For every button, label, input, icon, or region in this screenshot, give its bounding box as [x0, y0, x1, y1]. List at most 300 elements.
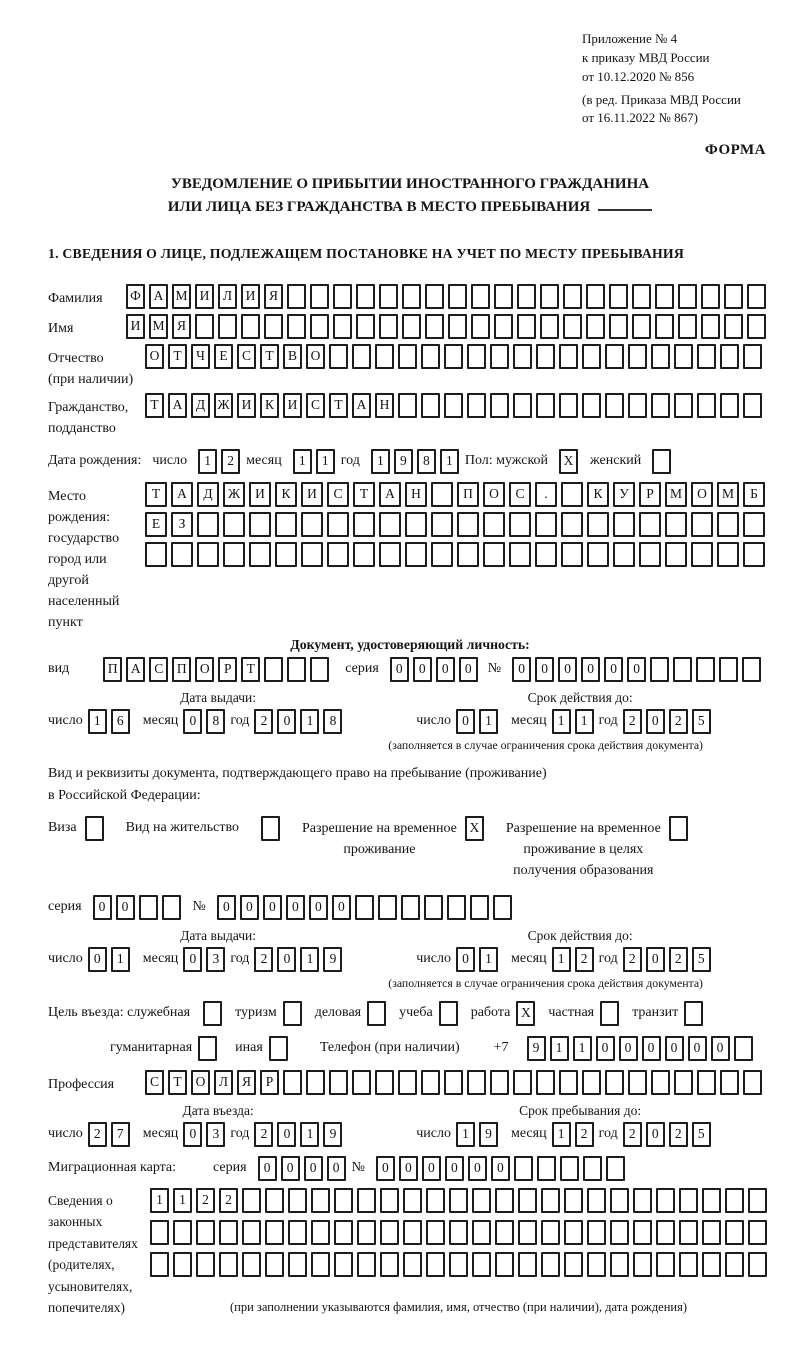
- cell[interactable]: [652, 449, 671, 474]
- cell[interactable]: У: [613, 482, 635, 507]
- cell[interactable]: [198, 1036, 217, 1061]
- cell[interactable]: 0: [304, 1156, 323, 1181]
- cell[interactable]: [701, 314, 720, 339]
- cell[interactable]: 2: [669, 709, 688, 734]
- purpose-private-checkbox[interactable]: [600, 1001, 619, 1026]
- cell[interactable]: [583, 1156, 602, 1181]
- phone-cells[interactable]: [527, 1036, 753, 1061]
- cell[interactable]: [674, 393, 693, 418]
- cell[interactable]: [241, 314, 260, 339]
- cell[interactable]: Т: [260, 344, 279, 369]
- cell[interactable]: [353, 542, 375, 567]
- cell[interactable]: [367, 1001, 386, 1026]
- cell[interactable]: 0: [459, 657, 478, 682]
- cell[interactable]: [586, 314, 605, 339]
- cell[interactable]: [398, 1070, 417, 1095]
- cell[interactable]: [633, 1188, 652, 1213]
- cell[interactable]: 9: [394, 449, 413, 474]
- cell[interactable]: С: [327, 482, 349, 507]
- cell[interactable]: 0: [183, 709, 202, 734]
- cell[interactable]: [444, 393, 463, 418]
- cell[interactable]: [378, 895, 397, 920]
- cell[interactable]: [720, 344, 739, 369]
- cell[interactable]: 0: [646, 709, 665, 734]
- cell[interactable]: [357, 1252, 376, 1277]
- cell[interactable]: [431, 542, 453, 567]
- purpose-work-checkbox[interactable]: [516, 1001, 535, 1026]
- cell[interactable]: [355, 895, 374, 920]
- doc-issue-day-cells[interactable]: [88, 709, 130, 734]
- purpose-other-checkbox[interactable]: [269, 1036, 288, 1061]
- cell[interactable]: [561, 542, 583, 567]
- cell[interactable]: [333, 314, 352, 339]
- cell[interactable]: [426, 1188, 445, 1213]
- cell[interactable]: Н: [405, 482, 427, 507]
- cell[interactable]: [287, 314, 306, 339]
- cell[interactable]: А: [352, 393, 371, 418]
- cell[interactable]: [311, 1252, 330, 1277]
- cell[interactable]: 0: [646, 947, 665, 972]
- cell[interactable]: 2: [623, 1122, 642, 1147]
- cell[interactable]: 1: [300, 947, 319, 972]
- cell[interactable]: 2: [575, 1122, 594, 1147]
- cell[interactable]: 1: [575, 709, 594, 734]
- cell[interactable]: Т: [353, 482, 375, 507]
- residence-permit-checkbox[interactable]: [261, 816, 280, 841]
- cell[interactable]: [379, 512, 401, 537]
- cell[interactable]: [421, 393, 440, 418]
- cell[interactable]: [541, 1220, 560, 1245]
- cell[interactable]: 0: [240, 895, 259, 920]
- cell[interactable]: П: [103, 657, 122, 682]
- cell[interactable]: [720, 1070, 739, 1095]
- cell[interactable]: И: [237, 393, 256, 418]
- cell[interactable]: [678, 314, 697, 339]
- cell[interactable]: [356, 284, 375, 309]
- cell[interactable]: [656, 1220, 675, 1245]
- cell[interactable]: 0: [258, 1156, 277, 1181]
- cell[interactable]: 0: [512, 657, 531, 682]
- cell[interactable]: [195, 314, 214, 339]
- cell[interactable]: [398, 344, 417, 369]
- cell[interactable]: [444, 1070, 463, 1095]
- cell[interactable]: [444, 344, 463, 369]
- cell[interactable]: 0: [596, 1036, 615, 1061]
- cell[interactable]: О: [483, 482, 505, 507]
- cell[interactable]: [287, 284, 306, 309]
- cell[interactable]: [748, 1220, 767, 1245]
- cell[interactable]: [353, 512, 375, 537]
- cell[interactable]: [587, 1220, 606, 1245]
- cell[interactable]: [587, 1252, 606, 1277]
- cell[interactable]: 0: [581, 657, 600, 682]
- cell[interactable]: [518, 1220, 537, 1245]
- cell[interactable]: [449, 1252, 468, 1277]
- stay-day-cells[interactable]: [456, 1122, 498, 1147]
- cell[interactable]: Е: [145, 512, 167, 537]
- cell[interactable]: [197, 542, 219, 567]
- residence-issue-day-cells[interactable]: [88, 947, 130, 972]
- residence-issue-year-cells[interactable]: [254, 947, 342, 972]
- cell[interactable]: [535, 512, 557, 537]
- cell[interactable]: И: [126, 314, 145, 339]
- cell[interactable]: Т: [329, 393, 348, 418]
- cell[interactable]: 1: [300, 1122, 319, 1147]
- cell[interactable]: [513, 344, 532, 369]
- cell[interactable]: Л: [214, 1070, 233, 1095]
- cell[interactable]: [628, 1070, 647, 1095]
- cell[interactable]: [379, 314, 398, 339]
- cell[interactable]: [609, 284, 628, 309]
- cell[interactable]: [424, 895, 443, 920]
- cell[interactable]: И: [195, 284, 214, 309]
- cell[interactable]: [561, 482, 583, 507]
- cell[interactable]: 6: [111, 709, 130, 734]
- cell[interactable]: [426, 1220, 445, 1245]
- cell[interactable]: [679, 1220, 698, 1245]
- cell[interactable]: [509, 512, 531, 537]
- cell[interactable]: [467, 1070, 486, 1095]
- cell[interactable]: [449, 1188, 468, 1213]
- cell[interactable]: 2: [669, 947, 688, 972]
- cell[interactable]: Б: [743, 482, 765, 507]
- cell[interactable]: X: [559, 449, 578, 474]
- cell[interactable]: 1: [552, 1122, 571, 1147]
- cell[interactable]: [447, 895, 466, 920]
- cell[interactable]: А: [379, 482, 401, 507]
- cell[interactable]: [747, 284, 766, 309]
- cell[interactable]: С: [306, 393, 325, 418]
- cell[interactable]: [684, 1001, 703, 1026]
- cell[interactable]: 0: [491, 1156, 510, 1181]
- residence-issue-month-cells[interactable]: [183, 947, 225, 972]
- cell[interactable]: [720, 393, 739, 418]
- cell[interactable]: [472, 1220, 491, 1245]
- cell[interactable]: 2: [196, 1188, 215, 1213]
- cell[interactable]: [401, 895, 420, 920]
- cell[interactable]: [605, 344, 624, 369]
- residence-number-cells[interactable]: [217, 895, 512, 920]
- cell[interactable]: [379, 542, 401, 567]
- cell[interactable]: 3: [206, 947, 225, 972]
- cell[interactable]: 2: [623, 709, 642, 734]
- cell[interactable]: 2: [254, 1122, 273, 1147]
- cell[interactable]: 1: [552, 947, 571, 972]
- cell[interactable]: Т: [145, 393, 164, 418]
- cell[interactable]: [540, 284, 559, 309]
- cell[interactable]: А: [168, 393, 187, 418]
- doc-number-cells[interactable]: [512, 657, 761, 682]
- cell[interactable]: И: [283, 393, 302, 418]
- cell[interactable]: [219, 1220, 238, 1245]
- cell[interactable]: [490, 344, 509, 369]
- cell[interactable]: [493, 895, 512, 920]
- cell[interactable]: [405, 542, 427, 567]
- cell[interactable]: 0: [711, 1036, 730, 1061]
- cell[interactable]: 0: [665, 1036, 684, 1061]
- cell[interactable]: 2: [88, 1122, 107, 1147]
- cell[interactable]: [725, 1220, 744, 1245]
- temp-residence-permit-checkbox[interactable]: [465, 816, 484, 841]
- cell[interactable]: 9: [323, 947, 342, 972]
- cell[interactable]: [275, 512, 297, 537]
- cell[interactable]: [269, 1036, 288, 1061]
- cell[interactable]: [747, 314, 766, 339]
- cell[interactable]: [518, 1252, 537, 1277]
- cell[interactable]: [535, 542, 557, 567]
- cell[interactable]: [656, 1188, 675, 1213]
- cell[interactable]: И: [301, 482, 323, 507]
- cell[interactable]: [470, 895, 489, 920]
- cell[interactable]: Р: [260, 1070, 279, 1095]
- migration-series-cells[interactable]: [258, 1156, 346, 1181]
- purpose-transit-checkbox[interactable]: [684, 1001, 703, 1026]
- stay-month-cells[interactable]: [552, 1122, 594, 1147]
- cell[interactable]: С: [509, 482, 531, 507]
- cell[interactable]: Р: [639, 482, 661, 507]
- birth-month-cells[interactable]: [293, 449, 335, 474]
- cell[interactable]: [306, 1070, 325, 1095]
- cell[interactable]: [514, 1156, 533, 1181]
- cell[interactable]: [310, 314, 329, 339]
- cell[interactable]: [559, 393, 578, 418]
- cell[interactable]: [357, 1220, 376, 1245]
- cell[interactable]: С: [237, 344, 256, 369]
- cell[interactable]: А: [149, 284, 168, 309]
- cell[interactable]: [674, 344, 693, 369]
- cell[interactable]: [301, 512, 323, 537]
- purpose-commercial-checkbox[interactable]: [367, 1001, 386, 1026]
- cell[interactable]: К: [587, 482, 609, 507]
- cell[interactable]: 0: [468, 1156, 487, 1181]
- patronymic-cells[interactable]: [145, 344, 762, 369]
- cell[interactable]: 0: [93, 895, 112, 920]
- cell[interactable]: И: [249, 482, 271, 507]
- cell[interactable]: 0: [646, 1122, 665, 1147]
- cell[interactable]: 1: [173, 1188, 192, 1213]
- cell[interactable]: [582, 1070, 601, 1095]
- cell[interactable]: Л: [218, 284, 237, 309]
- cell[interactable]: 0: [277, 709, 296, 734]
- cell[interactable]: 0: [183, 1122, 202, 1147]
- cell[interactable]: 1: [552, 709, 571, 734]
- cell[interactable]: О: [145, 344, 164, 369]
- cell[interactable]: [490, 393, 509, 418]
- doc-issue-year-cells[interactable]: [254, 709, 342, 734]
- cell[interactable]: [561, 512, 583, 537]
- cell[interactable]: [650, 657, 669, 682]
- birth-day-cells[interactable]: [198, 449, 240, 474]
- cell[interactable]: [448, 314, 467, 339]
- purpose-business-checkbox[interactable]: [203, 1001, 222, 1026]
- edu-residence-permit-checkbox[interactable]: [669, 816, 688, 841]
- cell[interactable]: 0: [116, 895, 135, 920]
- cell[interactable]: 8: [206, 709, 225, 734]
- cell[interactable]: Я: [237, 1070, 256, 1095]
- cell[interactable]: [494, 314, 513, 339]
- stay-year-cells[interactable]: [623, 1122, 711, 1147]
- cell[interactable]: [559, 1070, 578, 1095]
- cell[interactable]: [356, 314, 375, 339]
- cell[interactable]: [421, 1070, 440, 1095]
- cell[interactable]: 9: [323, 1122, 342, 1147]
- cell[interactable]: [632, 314, 651, 339]
- cell[interactable]: В: [283, 344, 302, 369]
- cell[interactable]: М: [149, 314, 168, 339]
- cell[interactable]: [724, 314, 743, 339]
- cell[interactable]: 2: [219, 1188, 238, 1213]
- cell[interactable]: Д: [197, 482, 219, 507]
- cell[interactable]: [633, 1220, 652, 1245]
- cell[interactable]: [518, 1188, 537, 1213]
- cell[interactable]: 0: [642, 1036, 661, 1061]
- cell[interactable]: [586, 284, 605, 309]
- cell[interactable]: [610, 1188, 629, 1213]
- cell[interactable]: [301, 542, 323, 567]
- residence-series-cells[interactable]: [93, 895, 181, 920]
- cell[interactable]: [405, 512, 427, 537]
- cell[interactable]: 5: [692, 709, 711, 734]
- cell[interactable]: 0: [445, 1156, 464, 1181]
- profession-cells[interactable]: [145, 1070, 762, 1095]
- cell[interactable]: 1: [111, 947, 130, 972]
- cell[interactable]: [150, 1252, 169, 1277]
- cell[interactable]: [327, 512, 349, 537]
- cell[interactable]: [288, 1188, 307, 1213]
- sex-female-checkbox[interactable]: [652, 449, 671, 474]
- cell[interactable]: .: [535, 482, 557, 507]
- cell[interactable]: 0: [183, 947, 202, 972]
- cell[interactable]: [743, 393, 762, 418]
- birthplace-cells-row3[interactable]: [145, 542, 765, 567]
- cell[interactable]: [403, 1252, 422, 1277]
- cell[interactable]: [719, 657, 738, 682]
- cell[interactable]: 0: [413, 657, 432, 682]
- cell[interactable]: [509, 542, 531, 567]
- cell[interactable]: [223, 542, 245, 567]
- cell[interactable]: 0: [88, 947, 107, 972]
- cell[interactable]: О: [306, 344, 325, 369]
- cell[interactable]: [380, 1252, 399, 1277]
- cell[interactable]: А: [126, 657, 145, 682]
- cell[interactable]: [536, 1070, 555, 1095]
- cell[interactable]: 1: [198, 449, 217, 474]
- cell[interactable]: [329, 344, 348, 369]
- doc-expiry-year-cells[interactable]: [623, 709, 711, 734]
- cell[interactable]: 2: [221, 449, 240, 474]
- cell[interactable]: [242, 1252, 261, 1277]
- cell[interactable]: [162, 895, 181, 920]
- cell[interactable]: 1: [88, 709, 107, 734]
- cell[interactable]: 2: [254, 947, 273, 972]
- cell[interactable]: [679, 1252, 698, 1277]
- migration-number-cells[interactable]: [376, 1156, 625, 1181]
- cell[interactable]: [425, 314, 444, 339]
- cell[interactable]: [679, 1188, 698, 1213]
- entry-year-cells[interactable]: [254, 1122, 342, 1147]
- cell[interactable]: Т: [145, 482, 167, 507]
- cell[interactable]: 1: [150, 1188, 169, 1213]
- doc-expiry-month-cells[interactable]: [552, 709, 594, 734]
- cell[interactable]: [472, 1188, 491, 1213]
- cell[interactable]: 0: [436, 657, 455, 682]
- cell[interactable]: [196, 1252, 215, 1277]
- cell[interactable]: [651, 1070, 670, 1095]
- cell[interactable]: [537, 1156, 556, 1181]
- cell[interactable]: 8: [323, 709, 342, 734]
- cell[interactable]: [540, 314, 559, 339]
- cell[interactable]: [639, 512, 661, 537]
- cell[interactable]: [265, 1220, 284, 1245]
- residence-expiry-month-cells[interactable]: [552, 947, 594, 972]
- cell[interactable]: Я: [264, 284, 283, 309]
- cell[interactable]: [375, 1070, 394, 1095]
- cell[interactable]: [743, 1070, 762, 1095]
- cell[interactable]: [333, 284, 352, 309]
- cell[interactable]: 0: [376, 1156, 395, 1181]
- cell[interactable]: 0: [327, 1156, 346, 1181]
- cell[interactable]: [471, 284, 490, 309]
- cell[interactable]: 9: [479, 1122, 498, 1147]
- cell[interactable]: [691, 542, 713, 567]
- cell[interactable]: [665, 542, 687, 567]
- entry-day-cells[interactable]: [88, 1122, 130, 1147]
- doc-expiry-day-cells[interactable]: [456, 709, 498, 734]
- cell[interactable]: Н: [375, 393, 394, 418]
- cell[interactable]: [517, 284, 536, 309]
- cell[interactable]: [425, 284, 444, 309]
- cell[interactable]: [564, 1220, 583, 1245]
- cell[interactable]: 0: [456, 709, 475, 734]
- cell[interactable]: [628, 393, 647, 418]
- cell[interactable]: [439, 1001, 458, 1026]
- cell[interactable]: [536, 393, 555, 418]
- cell[interactable]: А: [171, 482, 193, 507]
- cell[interactable]: 1: [479, 709, 498, 734]
- cell[interactable]: [283, 1001, 302, 1026]
- cell[interactable]: [197, 512, 219, 537]
- cell[interactable]: [748, 1252, 767, 1277]
- cell[interactable]: [173, 1220, 192, 1245]
- cell[interactable]: [494, 284, 513, 309]
- cell[interactable]: 1: [456, 1122, 475, 1147]
- cell[interactable]: Д: [191, 393, 210, 418]
- cell[interactable]: [379, 284, 398, 309]
- cell[interactable]: 0: [390, 657, 409, 682]
- cell[interactable]: [717, 542, 739, 567]
- cell[interactable]: [242, 1188, 261, 1213]
- cell[interactable]: [610, 1252, 629, 1277]
- cell[interactable]: [483, 542, 505, 567]
- cell[interactable]: [467, 344, 486, 369]
- cell[interactable]: П: [457, 482, 479, 507]
- cell[interactable]: 0: [456, 947, 475, 972]
- cell[interactable]: [536, 344, 555, 369]
- cell[interactable]: 1: [371, 449, 390, 474]
- cell[interactable]: О: [195, 657, 214, 682]
- cell[interactable]: 0: [627, 657, 646, 682]
- cell[interactable]: [495, 1220, 514, 1245]
- cell[interactable]: 0: [558, 657, 577, 682]
- cell[interactable]: 0: [217, 895, 236, 920]
- cell[interactable]: [483, 512, 505, 537]
- cell[interactable]: [457, 512, 479, 537]
- cell[interactable]: [495, 1188, 514, 1213]
- cell[interactable]: [639, 542, 661, 567]
- cell[interactable]: [655, 314, 674, 339]
- cell[interactable]: И: [241, 284, 260, 309]
- cell[interactable]: Р: [218, 657, 237, 682]
